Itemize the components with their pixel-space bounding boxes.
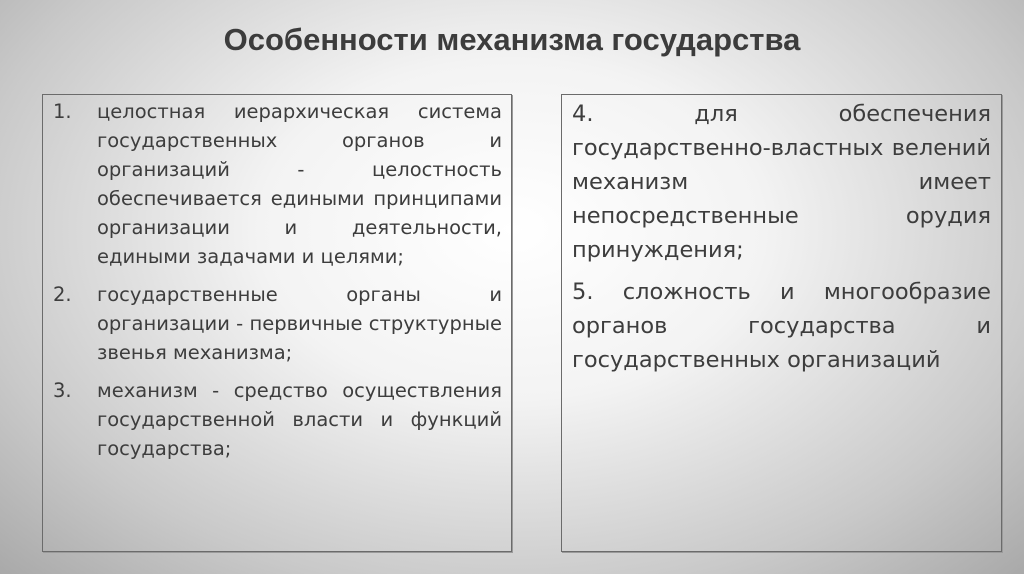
- list-item-text: государственные органы и организации - первичные структурные звенья механизма;: [97, 283, 502, 364]
- right-paragraph: 4. для обеспечения государственно-властных велений механизм имеет непосредственные орудия принуждения;: [572, 101, 991, 263]
- list-item: [53, 97, 502, 271]
- list-item: [53, 376, 502, 463]
- list-item: [53, 280, 502, 367]
- list-item-text: целостная иерархическая система государственных органов и организаций - целостность обеспечивается едиными принципами организации и деятельности, едиными задачами и целями;: [97, 100, 502, 268]
- list-item-number: 2.: [53, 283, 72, 306]
- list-item-number: 3.: [53, 379, 72, 402]
- list-item-text: механизм - средство осуществления государственной власти и функций государства;: [97, 379, 502, 460]
- list-item-number: 1.: [53, 100, 72, 123]
- right-text-box: [561, 94, 1002, 552]
- left-text-box: [42, 94, 512, 552]
- slide-title: Особенности механизма государства: [223, 22, 801, 57]
- right-paragraph: 5. сложность и многообразие органов государства и государственных организаций: [572, 279, 991, 373]
